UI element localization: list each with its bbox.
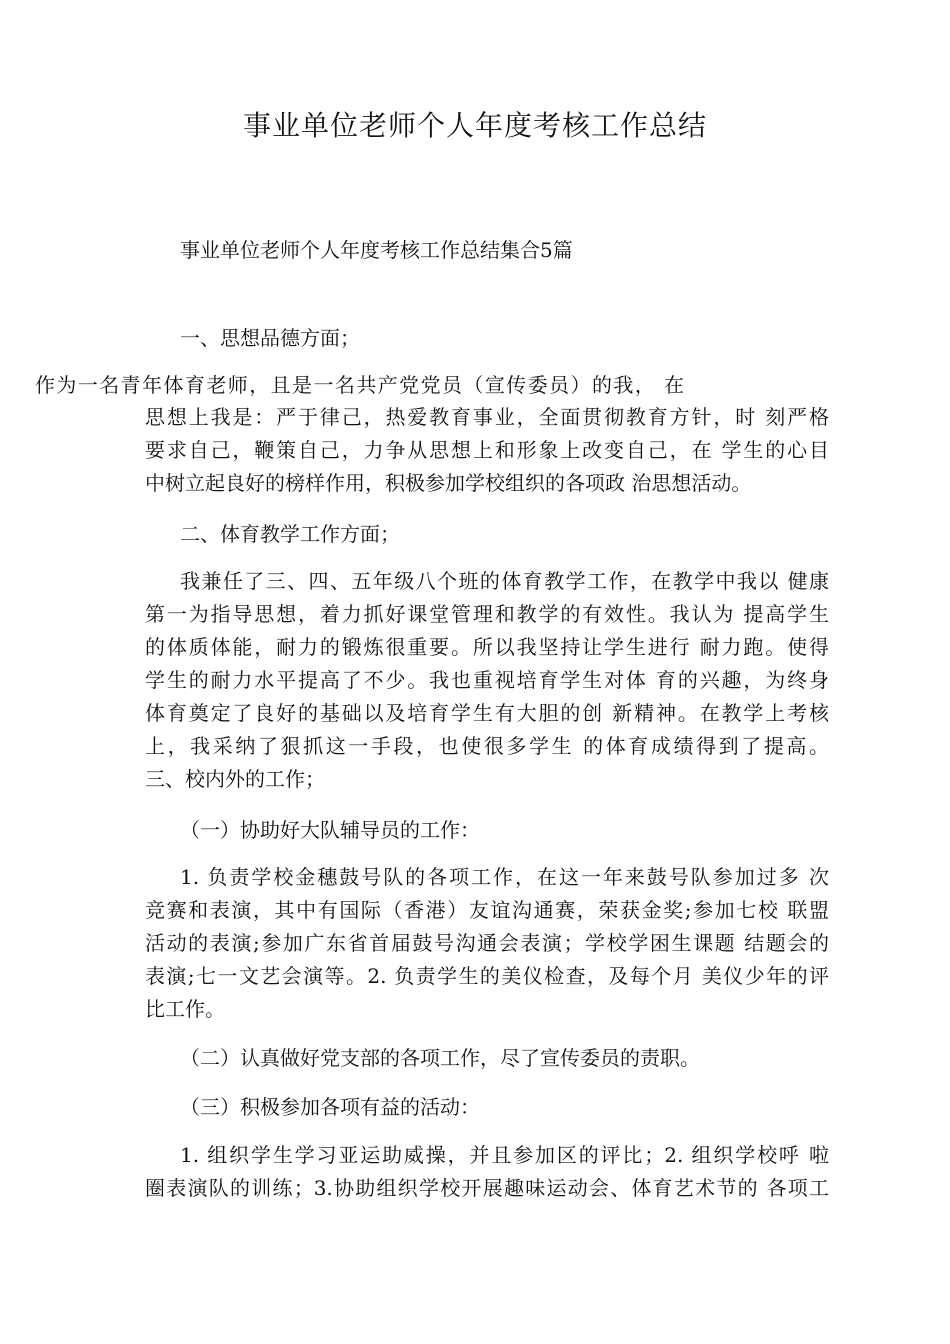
paragraph-line: 思想上我是：严于律己，热爱教育事业，全面贯彻教育方针，时 刻严格 bbox=[145, 405, 829, 429]
paragraph-line: 1. 组织学生学习亚运助威操，并且参加区的评比；2. 组织学校呼 啦 bbox=[180, 1143, 829, 1167]
paragraph-line: 中树立起良好的榜样作用，积极参加学校组织的各项政 治思想活动。 bbox=[145, 471, 752, 495]
paragraph-line: 活动的表演;参加广东省首届鼓号沟通会表演；学校学困生课题 结题会的 bbox=[145, 931, 829, 955]
subsection-heading-3: （三）积极参加各项有益的活动： bbox=[180, 1095, 480, 1119]
paragraph-line: 竞赛和表演，其中有国际（香港）友谊沟通赛，荣获金奖;参加七校 联盟 bbox=[145, 898, 829, 922]
paragraph-line: 1. 负责学校金穗鼓号队的各项工作，在这一年来鼓号队参加过多 次 bbox=[180, 865, 829, 889]
paragraph-line: 要求自己，鞭策自己，力争从思想上和形象上改变自己，在 学生的心目 bbox=[145, 438, 829, 462]
subsection-heading-2: （二）认真做好党支部的各项工作，尽了宣传委员的责职。 bbox=[180, 1046, 700, 1070]
paragraph-line: 学生的耐力水平提高了不少。我也重视培育学生对体 育的兴趣，为终身 bbox=[145, 668, 829, 692]
paragraph-line: 的体质体能，耐力的锻炼很重要。所以我坚持让学生进行 耐力跑。使得 bbox=[145, 635, 829, 659]
document-title: 事业单位老师个人年度考核工作总结 bbox=[242, 109, 707, 142]
paragraph-line: 第一为指导思想，着力抓好课堂管理和教学的有效性。我认为 提高学生 bbox=[145, 602, 829, 626]
paragraph-line: 圈表演队的训练；3.协助组织学校开展趣味运动会、体育艺术节的 各项工 bbox=[145, 1176, 829, 1200]
paragraph-line: 作为一名青年体育老师，且是一名共产党党员（宣传委员）的我， 在 bbox=[35, 373, 684, 397]
paragraph-line: 体育奠定了良好的基础以及培育学生有大胆的创 新精神。在教学上考核 bbox=[145, 701, 829, 725]
document-subtitle: 事业单位老师个人年度考核工作总结集合5篇 bbox=[180, 238, 573, 262]
paragraph-line: 表演;七一文艺会演等。2. 负责学生的美仪检查，及每个月 美仪少年的评 bbox=[145, 964, 829, 988]
section-heading-2: 二、体育教学工作方面； bbox=[180, 522, 400, 546]
paragraph-line: 上，我采纳了狠抓这一手段，也使很多学生 的体育成绩得到了提高。 bbox=[145, 734, 829, 758]
paragraph-line: 我兼任了三、四、五年级八个班的体育教学工作，在教学中我以 健康 bbox=[180, 569, 829, 593]
paragraph-line: 比工作。 bbox=[145, 997, 225, 1021]
section-heading-3: 三、校内外的工作； bbox=[145, 767, 325, 791]
section-heading-1: 一、思想品德方面； bbox=[180, 326, 360, 350]
subsection-heading-1: （一）协助好大队辅导员的工作： bbox=[180, 818, 480, 842]
